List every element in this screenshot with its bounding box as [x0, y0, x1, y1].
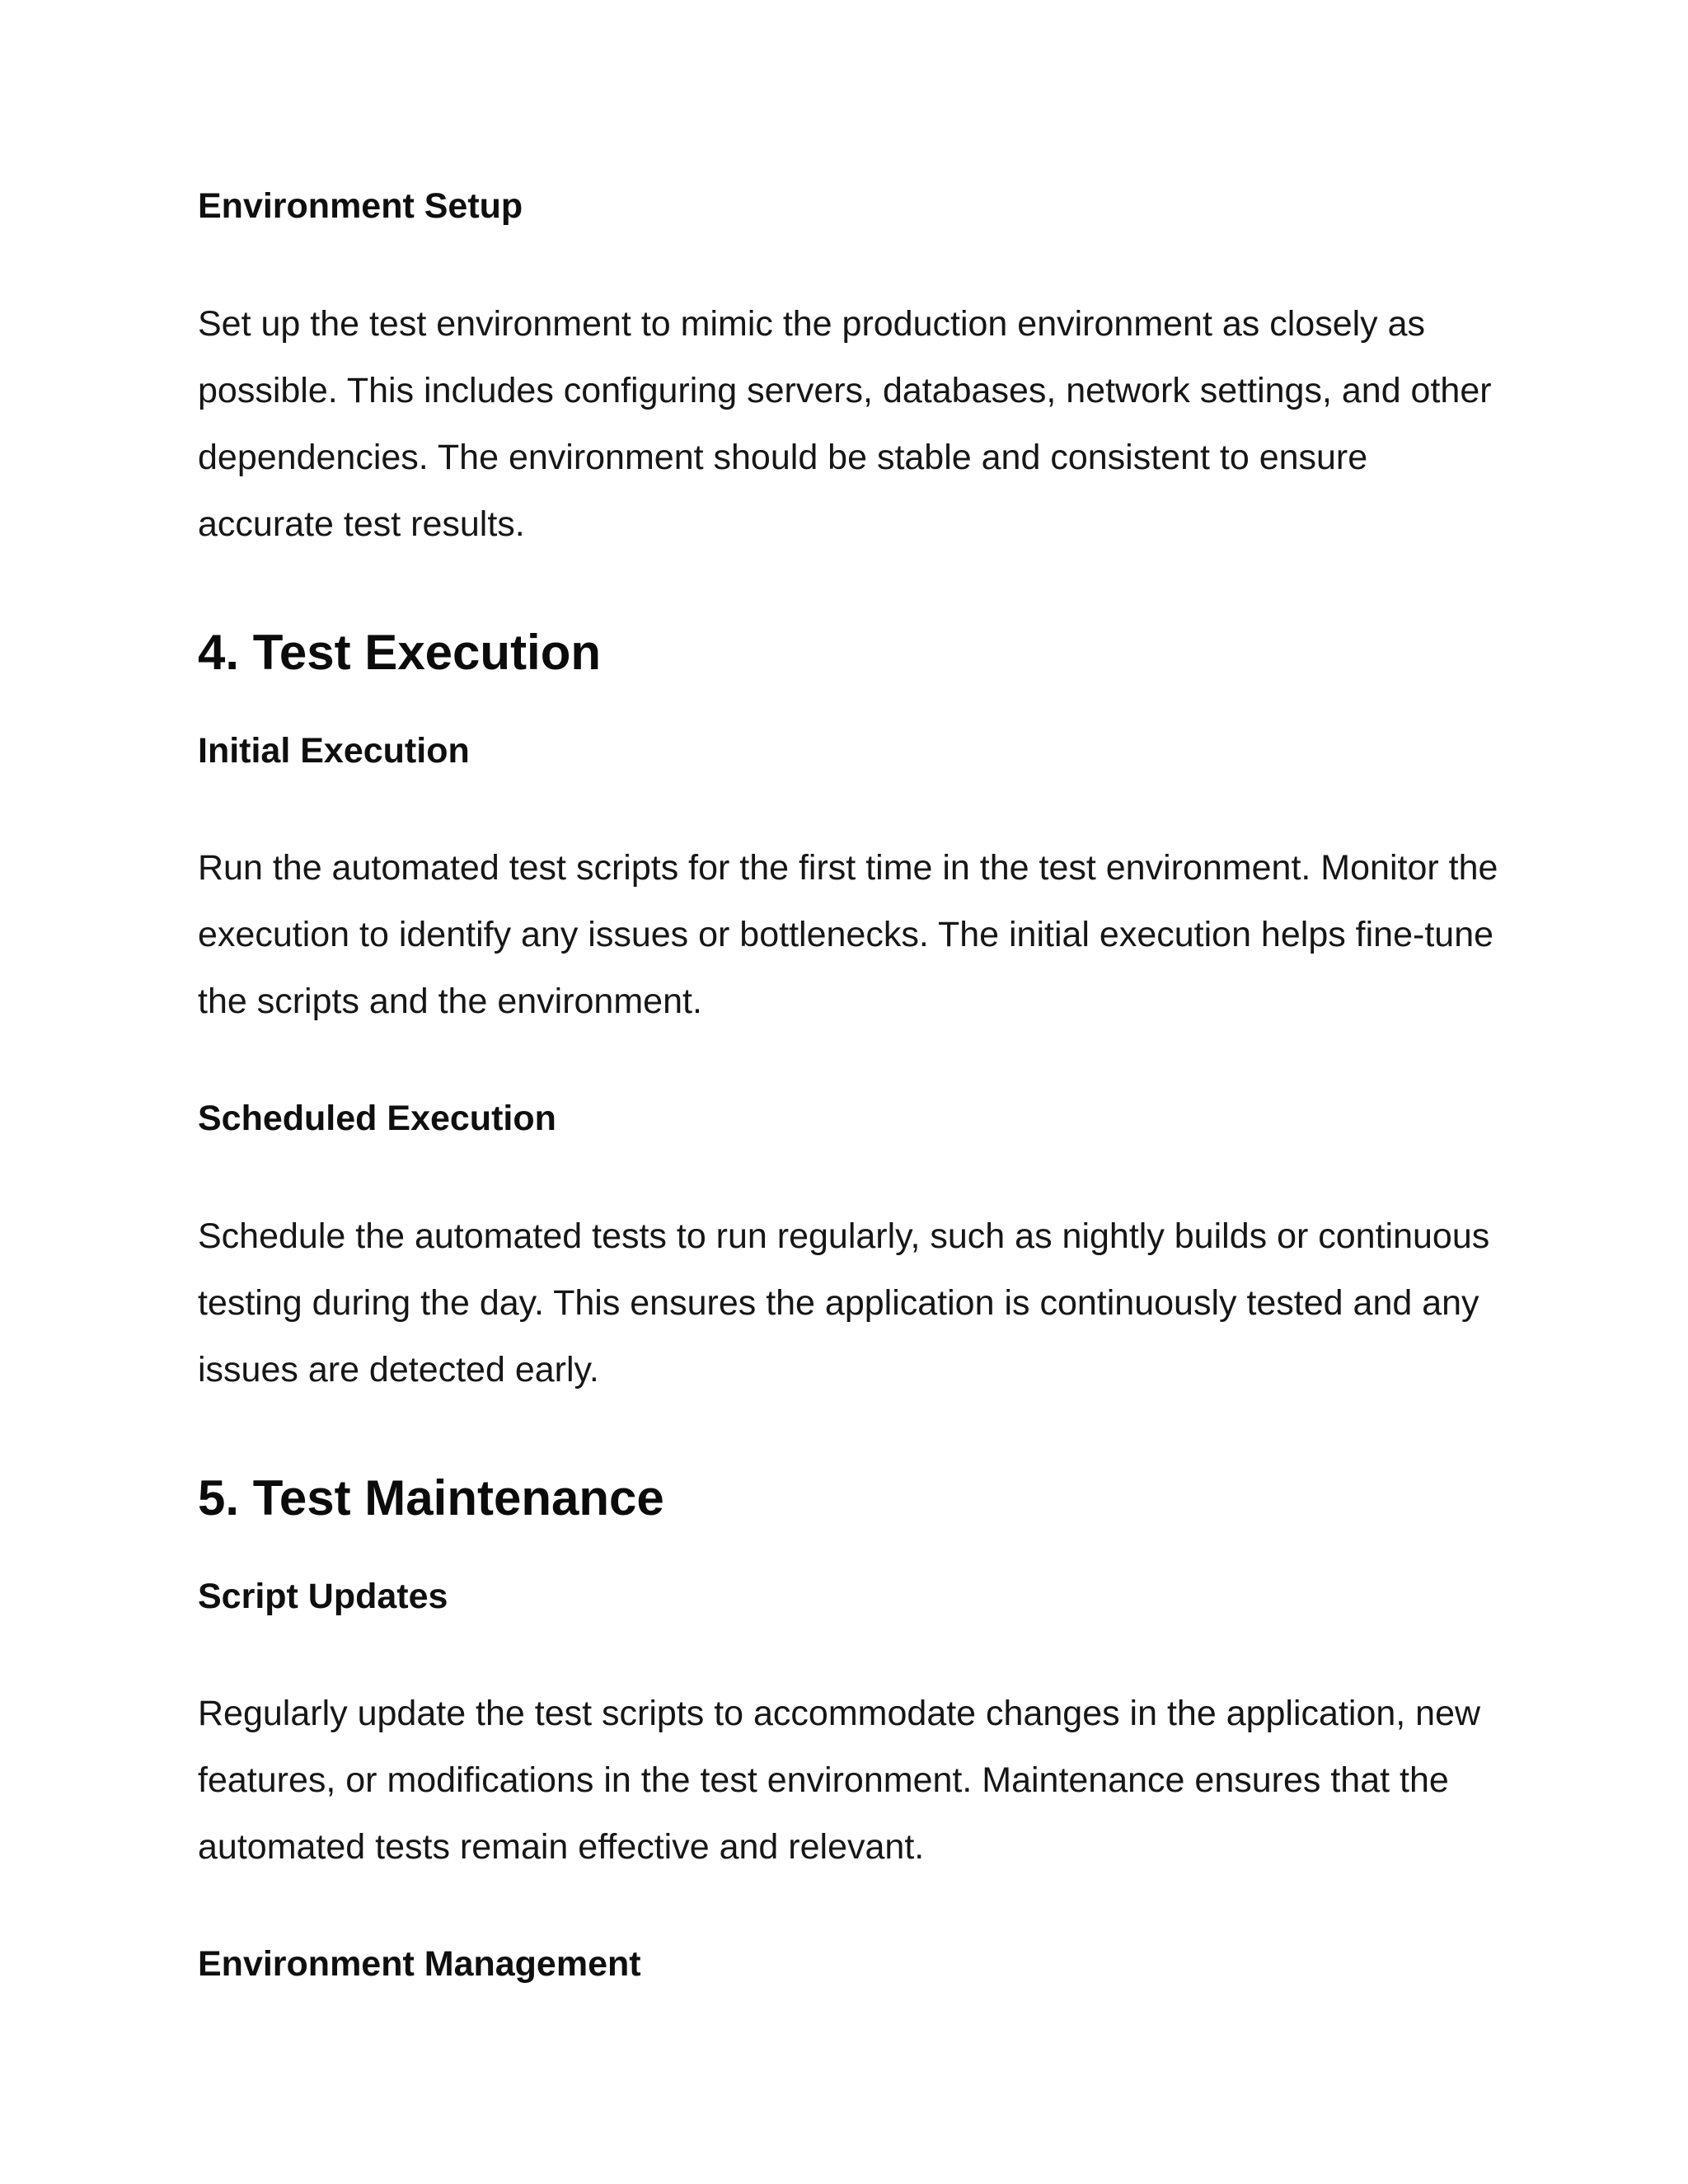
section-title-test-maintenance: 5. Test Maintenance [198, 1469, 664, 1526]
paragraph-initial-execution: Run the automated test scripts for the first time in the test environment. Monitor the execution to identify any issues or bottlenecks. The initial execution helps fine-tune the scripts and the environment. [198, 848, 1498, 1022]
document-body [198, 185, 1500, 1986]
subheading-script-updates: Script Updates [198, 1576, 448, 1616]
subheading-initial-execution: Initial Execution [198, 730, 470, 771]
subheading-scheduled-execution: Scheduled Execution [198, 1099, 556, 1139]
subheading-environment-management: Environment Management [198, 1944, 641, 1985]
paragraph-environment-setup: Set up the test environment to mimic the production environment as closely as possible. This includes configuring servers, databases, network settings, and other dependencies. The environment should be stable and consistent to ensure accurate test results. [198, 303, 1492, 544]
section-title-test-execution: 4. Test Execution [198, 624, 602, 680]
subheading-environment-setup: Environment Setup [198, 186, 523, 226]
paragraph-scheduled-execution: Schedule the automated tests to run regularly, such as nightly builds or continuous testing during the day. This ensures the application is continuously tested and any issues are detected early. [198, 1216, 1490, 1390]
paragraph-script-updates: Regularly update the test scripts to accommodate changes in the application, new features, or modifications in the test environment. Maintenance ensures that the automated tests remain effective and relevant. [198, 1694, 1481, 1868]
